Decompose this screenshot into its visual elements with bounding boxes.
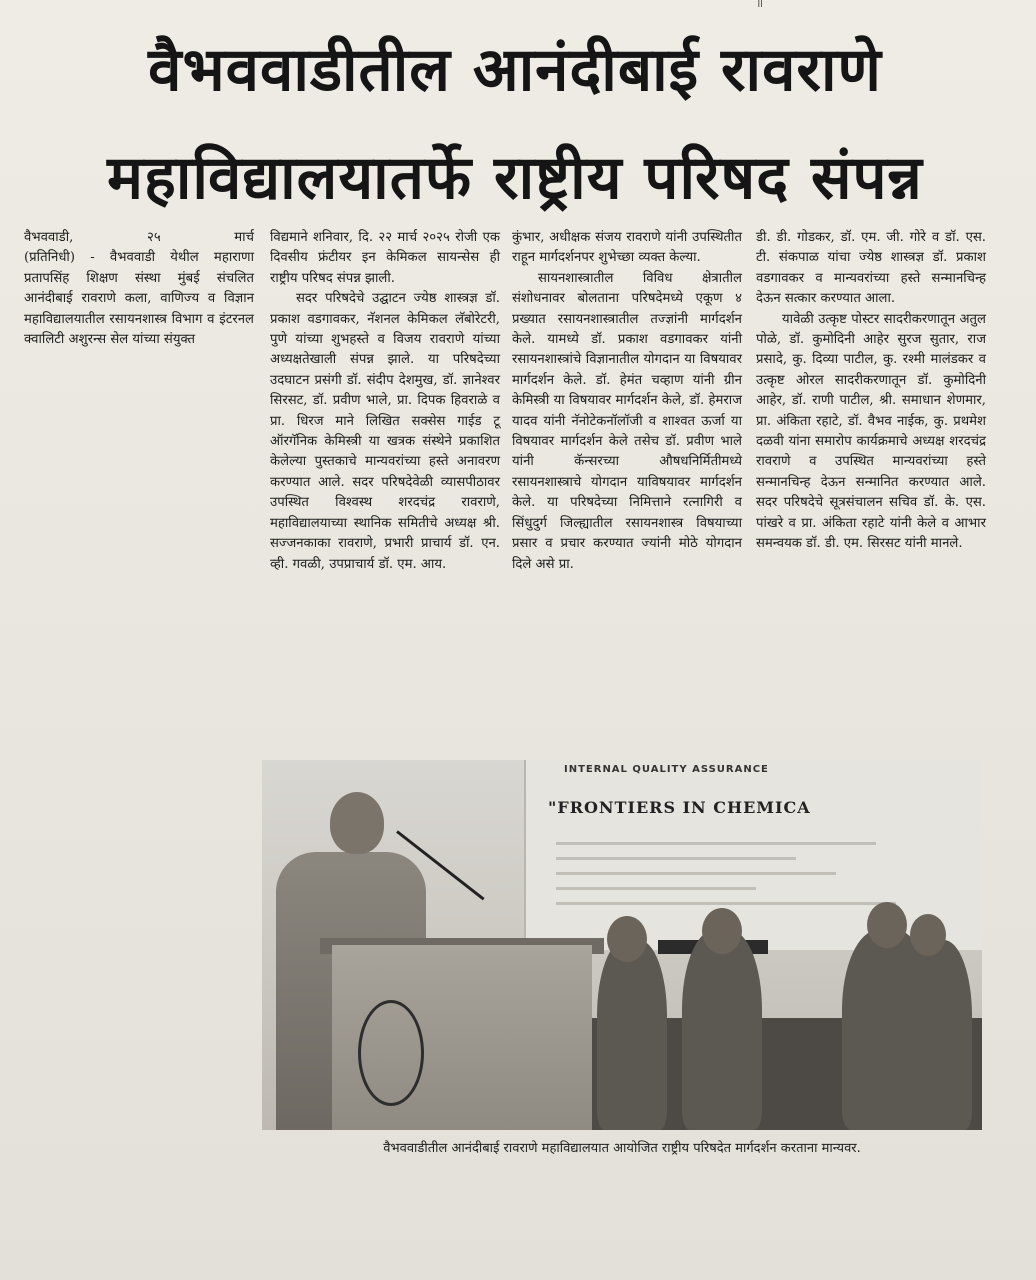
podium-emblem: [358, 1000, 424, 1106]
seated-guest-1-head: [607, 916, 647, 962]
headline-line-1: वैभववाडीतील आनंदीबाई रावराणे: [148, 35, 882, 105]
dateline-place: वैभववाडी,: [24, 230, 74, 245]
column-3-para-2: सायनशास्त्रातील विविध क्षेत्रातील संशोधनावर बोलताना परिषदेमध्ये एकूण ४ प्रख्यात रसायनशास्त्रातील तज्ज्ञांनी मार्गदर्शन केले. यामध्ये डॉ. प्रकाश वडगावकर यांनी रसायनशास्त्रांचे विज्ञानातील योगदान या विषयावर मार्गदर्शन केले. डॉ. हेमंत चव्हाण यांनी ग्रीन केमिस्त्री या विषयावर मार्गदर्शन केले, डॉ. हेमराज यादव यांनी नॅनोटेकनॉलॉजी व शाश्वत ऊर्जा या विषयावर मार्गदर्शन केले तसेच डॉ. प्रवीण भाले यांनी कॅन्सरच्या औषधनिर्मितीमध्ये रसायनशास्त्राचे योगदान याविषयावर मार्गदर्शन केले. या परिषदेच्या निमित्ताने रत्नागिरी व सिंधुदुर्ग जिल्ह्यातील रसायनशास्त्र विषयाच्या प्रसार व प्रचार करण्यात ज्यांनी मोठे योगदान दिले असे प्रा.: [512, 270, 742, 572]
column-4-para-1: डी. डी. गोडकर, डॉ. एम. जी. गोरे व डॉ. एस. टी. संकपाळ यांचा ज्येष्ठ शास्त्रज्ञ डॉ. प्रकाश वडगावकर व मान्यवरांच्या हस्ते सन्मानचिन्ह देऊन सत्कार करण्यात आला.: [756, 230, 986, 307]
dateline-day: २५: [146, 230, 161, 245]
banner-title-large: "FRONTIERS IN CHEMICA: [548, 798, 811, 817]
column-2-para-2: सदर परिषदेचे उद्घाटन ज्येष्ठ शास्त्रज्ञ डॉ. प्रकाश वडगावकर, नॅशनल केमिकल लॅबोरेटरी, पुणे यांच्या शुभहस्ते व विजय रावराणे यांच्या अध्यक्षतेखाली संपन्न झाले. या परिषदेच्या उदघाटन प्रसंगी डॉ. संदीप देशमुख, डॉ. ज्ञानेश्वर सिरसट, डॉ. प्रवीण भाले, प्रा. दिपक हिवराळे व प्रा. धिरज माने लिखित सक्सेस गाईड टू ऑरगॅनिक केमिस्त्री या खत्रक संस्थेने प्रकाशित केलेल्या पुस्तकाचे मान्यवरांच्या हस्ते अनावरण करण्यात आले. सदर परिषदेवेळी व्यासपीठावर उपस्थित विश्वस्थ शरदचंद्र रावराणे, महाविद्यालयाच्या स्थानिक समितीचे अध्यक्ष श्री. सज्जनकाका रावराणे, प्रभारी प्राचार्य डॉ. एन. व्ही. गवळी, उपप्राचार्य डॉ. एम. आय.: [270, 291, 500, 572]
column-1-text: (प्रतिनिधी) - वैभववाडी येथील महाराणा प्रतापसिंह शिक्षण संस्था मुंबई संचलित आनंदीबाई रावराणे कला, वाणिज्य व विज्ञान महाविद्यालयातील रसायनशास्त्र विभाग व इंटरनल क्वालिटी अशुरन्स सेल यांच्या संयुक्त: [24, 250, 254, 348]
seated-guest-4-head: [910, 914, 946, 956]
column-2-para-1: विद्यमाने शनिवार, दि. २२ मार्च २०२५ रोजी एक दिवसीय फ्रंटीयर इन केमिकल सायन्सेस ही राष्ट्रीय परिषद संपन्न झाली.: [270, 230, 500, 286]
seated-guest-2: [682, 930, 762, 1130]
speaker-head: [330, 792, 384, 854]
banner-title-small: INTERNAL QUALITY ASSURANCE: [564, 764, 769, 775]
seated-guest-3-head: [867, 902, 907, 948]
article-column-4: [756, 228, 986, 555]
article-column-3: [512, 228, 742, 575]
article-column-1: [24, 228, 254, 350]
headline-line-2: महाविद्यालयातर्फे राष्ट्रीय परिषद संपन्न: [107, 143, 923, 213]
seated-guest-2-head: [702, 908, 742, 954]
dateline-month: मार्च: [234, 230, 254, 245]
dateline: [24, 228, 254, 248]
seated-guest-1: [597, 940, 667, 1130]
event-photo: [262, 760, 982, 1130]
photo-caption: वैभववाडीतील आनंदीबाई रावराणे महाविद्यालयात आयोजित राष्ट्रीय परिषदेत मार्गदर्शन करताना मान्यवर.: [383, 1141, 861, 1156]
torn-top-fragment: ॥: [756, 0, 764, 10]
column-4-para-2: यावेळी उत्कृष्ट पोस्टर सादरीकरणातून अतुल पोळे, डॉ. कुमोदिनी आहेर सुरज सुतार, राज प्रसादे, कु. दिव्या पाटील, कु. रश्मी मालंडकर व उत्कृष्ट ओरल सादरीकरणातून डॉ. कुमोदिनी आहेर, डॉ. राणी पाटील, श्री. समाधान शेणमार, प्रा. अंकिता रहाटे, डॉ. वैभव नाईक, कु. प्रथमेश दळवी यांना समारोप कार्यक्रमाचे अध्यक्ष शरदचंद्र रावराणे व उपस्थित मान्यवरांच्या हस्ते सन्मानचिन्ह देऊन सन्मानित करण्यात आले. सदर परिषदेचे सूत्रसंचालन सचिव डॉ. के. एस. पांखरे व प्रा. अंकिता रहाटे यांनी केले व आभार समन्वयक डॉ. डी. एम. सिरसट यांनी मानले.: [756, 311, 986, 552]
article-column-2: [270, 228, 500, 575]
column-3-para-1: कुंभार, अधीक्षक संजय रावराणे यांनी उपस्थितीत राहून मार्गदर्शनपर शुभेच्छा व्यक्त केल्या.: [512, 230, 742, 266]
seated-guest-4: [902, 940, 972, 1130]
